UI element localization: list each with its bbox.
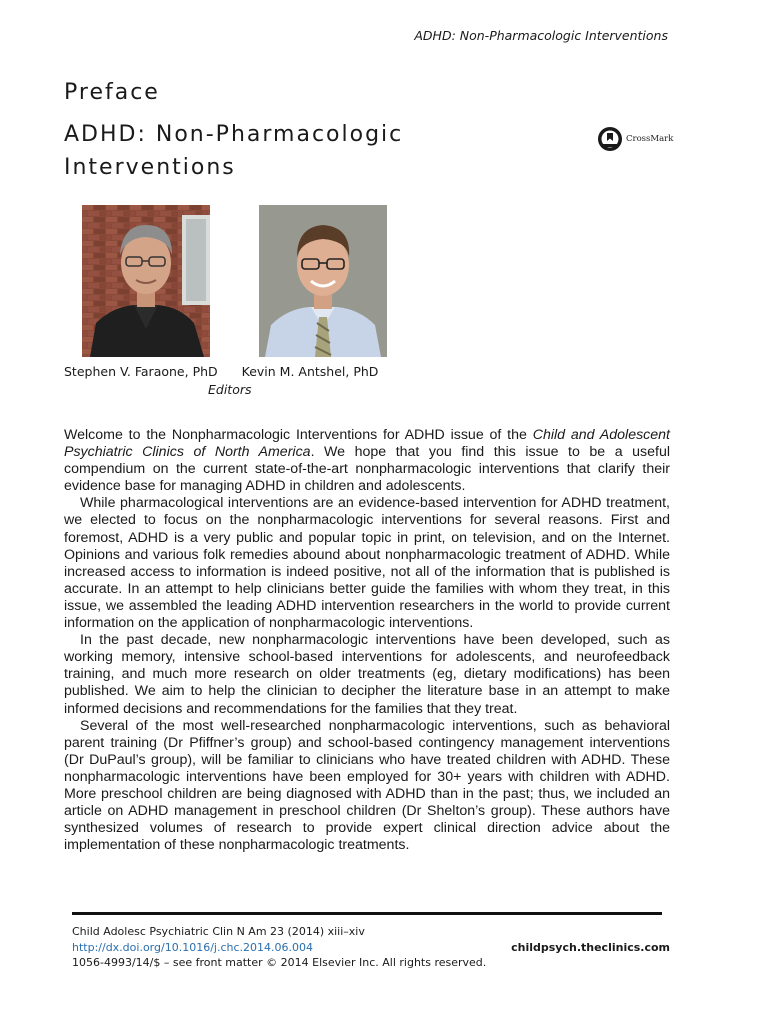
footer-copyright: 1056-4993/14/$ – see front matter © 2014 Elsevier Inc. All rights reserved. [72, 956, 487, 969]
paragraph-3: In the past decade, new nonpharmacologic interventions have been developed, such as working memory, intensive school-based interventions for adolescents, and neurofeedback training, and much more research on older treatments (eg, dietary modifications) has been published. We aim to help the clinician to decipher the literature base in an attempt to make informed decisions and recommendations for the families that they treat. [64, 632, 670, 717]
editor-name-faraone: Stephen V. Faraone, PhD [64, 364, 218, 379]
website-link[interactable]: childpsych.theclinics.com [511, 940, 670, 954]
journal-name: Child and Adolescent Psychiatric Clinics of North America [64, 427, 670, 461]
doi-link[interactable]: http://dx.doi.org/10.1016/j.chc.2014.06.004 [72, 940, 313, 954]
editors-label: Editors [208, 382, 252, 397]
footer [72, 924, 670, 971]
crossmark-badge[interactable] [597, 126, 673, 152]
running-head: ADHD: Non-Pharmacologic Interventions [414, 28, 668, 43]
paragraph-1 [64, 427, 670, 495]
footer-citation: Child Adolesc Psychiatric Clin N Am 23 (2014) xiii–xiv [72, 925, 365, 938]
article-title: ADHD: Non-Pharmacologic Interventions [64, 122, 404, 180]
editor-photo-antshel [259, 205, 387, 357]
preface-label: Preface [64, 80, 160, 105]
editor-name-antshel: Kevin M. Antshel, PhD [241, 364, 379, 379]
paragraph-1-text: Welcome to the Nonpharmacologic Interventions for ADHD issue of the [64, 427, 533, 443]
editor-names [64, 364, 378, 379]
crossmark-icon [597, 126, 623, 152]
paragraph-4: Several of the most well-researched nonpharmacologic interventions, such as behavioral parent training (Dr Pfiffner’s group) and school-based contingency management interventions (Dr DuPaul’s group), will be familiar to clinicians who have treated children with ADHD. These nonpharmacologic interventions have been employed for 30+ years with children with ADHD. More preschool children are being diagnosed with ADHD than in the past; thus, we included an article on ADHD management in preschool children (Dr Shelton’s group). These authors have synthesized volumes of research to provide expert clinical direction advice about the implementation of these nonpharmacologic treatments. [64, 717, 670, 854]
footer-rule [72, 912, 662, 915]
crossmark-label: CrossMark [626, 134, 674, 144]
paragraph-1-text-end: . We hope that you find this issue to be a useful compendium on the current state-of-the-art nonpharmacologic interventions that clarify their evidence base for managing ADHD in children and adolescents. [64, 444, 670, 495]
paragraph-2: While pharmacological interventions are an evidence-based intervention for ADHD treatment, we elected to focus on the nonpharmacologic interventions for several reasons. First and foremost, ADHD is a very public and popular topic in print, on television, and on the Internet. Opinions and various folk remedies abound about nonpharmacologic treatment of ADHD. While increased access to information is indeed positive, not all of the information that is published is accurate. In an attempt to help clinicians better guide the families with whom they treat, in this issue, we assembled the leading ADHD intervention researchers in the world to provide current information on the application of nonpharmacologic interventions. [64, 495, 670, 632]
preface-body [64, 427, 670, 854]
editor-photo-faraone [82, 205, 210, 357]
